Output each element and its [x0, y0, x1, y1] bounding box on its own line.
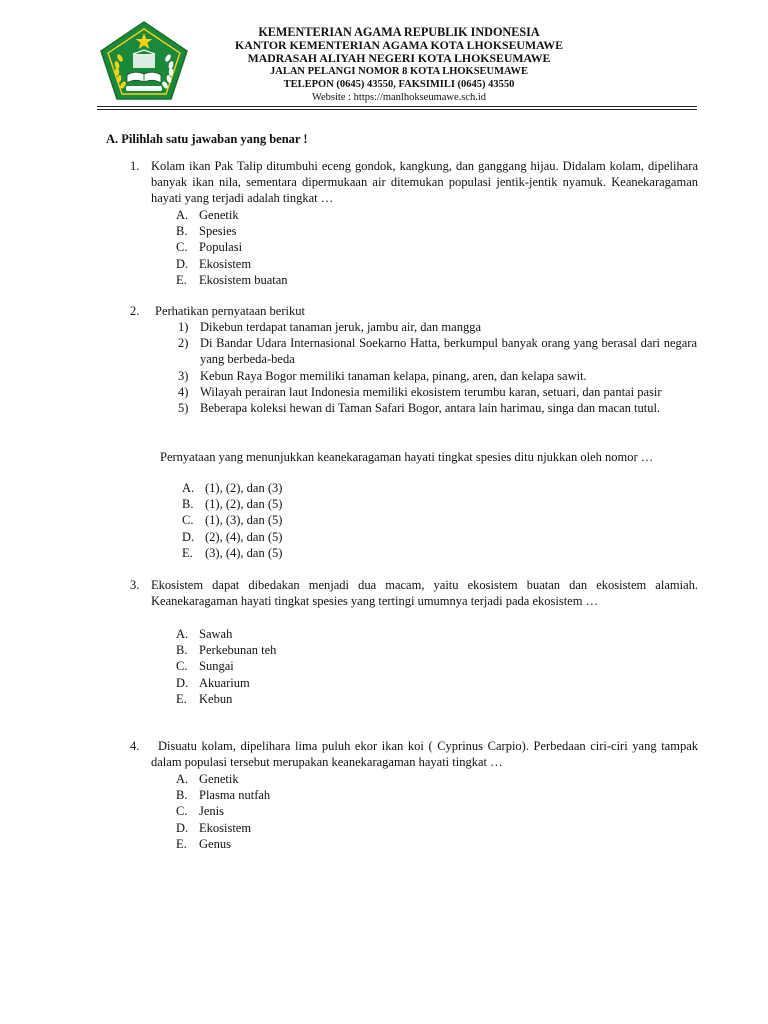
question-text: Perhatikan pernyataan berikut	[155, 304, 305, 318]
question-text: Kolam ikan Pak Talip ditumbuhi eceng gondok, kangkung, dan ganggang hijau. Didalam kolam, dipelihara banyak ikan nila, sementara dipermukaan air ditemukan populasi jentik-jentik nyamuk. Keanekaragaman hayati yang terjadi adalah tingkat …	[151, 159, 698, 206]
statement-item: 2) Di Bandar Udara Internasional Soekarno Hatta, berkumpul banyak orang yang berasal dari negara yang berbeda-beda	[178, 336, 697, 367]
option-c[interactable]: C. (1), (3), dan (5)	[182, 513, 283, 528]
header-phone: TELEPON (0645) 43550, FAKSIMILI (0645) 43550	[283, 79, 515, 90]
option-d[interactable]: D. Ekosistem	[176, 256, 252, 271]
statement-item: 3) Kebun Raya Bogor memiliki tanaman kelapa, pinang, aren, dan kelapa sawit.	[178, 368, 587, 383]
option-a[interactable]: A. Genetik	[176, 772, 239, 786]
header-website: Website : https://manlhokseumawe.sch.id	[311, 92, 487, 103]
question-number: 3.	[130, 578, 140, 592]
option-a[interactable]: A. (1), (2), dan (3)	[182, 481, 283, 495]
option-list	[176, 207, 288, 288]
option-e[interactable]: E. Kebun	[176, 691, 233, 706]
kementerian-agama-emblem-icon	[98, 20, 190, 102]
letterhead	[98, 20, 698, 103]
option-a[interactable]: A. Sawah	[176, 627, 233, 641]
header-ministry: KEMENTERIAN AGAMA REPUBLIK INDONESIA	[258, 25, 540, 39]
option-d[interactable]: D. Ekosistem	[176, 820, 252, 835]
question-number: 1.	[130, 159, 140, 173]
option-b[interactable]: B. Spesies	[176, 224, 237, 239]
option-list	[176, 626, 276, 707]
option-e[interactable]: E. (3), (4), dan (5)	[182, 545, 283, 560]
question-prompt: Pernyataan yang menunjukkan keanekaragaman hayati tingkat spesies ditu njukkan oleh nomor …	[160, 450, 654, 464]
institution-header	[220, 26, 578, 104]
statement-list	[178, 319, 697, 416]
statement-item: 4) Wilayah perairan laut Indonesia memiliki ekosistem terumbu karan, setuari, dan pantai pasir	[178, 384, 662, 399]
option-c[interactable]: C. Populasi	[176, 240, 243, 255]
option-d[interactable]: D. (2), (4), dan (5)	[182, 529, 283, 544]
header-address: JALAN PELANGI NOMOR 8 KOTA LHOKSEUMAWE	[270, 66, 528, 77]
question-number: 4.	[130, 739, 140, 753]
option-e[interactable]: E. Genus	[176, 836, 231, 851]
question-number: 2.	[130, 304, 140, 318]
option-b[interactable]: B. Perkebunan teh	[176, 643, 277, 658]
option-d[interactable]: D. Akuarium	[176, 675, 250, 690]
header-divider	[97, 106, 697, 107]
option-list	[176, 771, 270, 852]
statement-item: 1) Dikebun terdapat tanaman jeruk, jambu air, dan mangga	[178, 320, 481, 334]
statement-item: 5) Beberapa koleksi hewan di Taman Safari Bogor, antara lain harimau, singa dan macan tutul.	[178, 401, 661, 416]
option-c[interactable]: C. Jenis	[176, 804, 224, 819]
option-e[interactable]: E. Ekosistem buatan	[176, 272, 288, 287]
option-c[interactable]: C. Sungai	[176, 659, 234, 674]
section-title: A. Pilihlah satu jawaban yang benar !	[106, 132, 308, 146]
header-divider	[97, 109, 697, 110]
question-text: Disuatu kolam, dipelihara lima puluh ekor ikan koi ( Cyprinus Carpio). Perbedaan ciri-ciri yang tampak dalam populasi tersebut merupakan keanekaragaman hayati tingkat …	[151, 739, 698, 770]
option-b[interactable]: B. Plasma nutfah	[176, 788, 271, 803]
header-school: MADRASAH ALIYAH NEGERI KOTA LHOKSEUMAWE	[247, 51, 551, 65]
option-a[interactable]: A. Genetik	[176, 208, 239, 222]
option-b[interactable]: B. (1), (2), dan (5)	[182, 497, 283, 512]
question-text: Ekosistem dapat dibedakan menjadi dua macam, yaitu ekosistem buatan dan ekosistem alamiah. Keanekaragaman hayati tingkat spesies yang tertingi umumnya terjadi pada ekosistem …	[151, 578, 698, 609]
option-list	[182, 480, 282, 561]
header-office: KANTOR KEMENTERIAN AGAMA KOTA LHOKSEUMAWE	[235, 38, 563, 52]
